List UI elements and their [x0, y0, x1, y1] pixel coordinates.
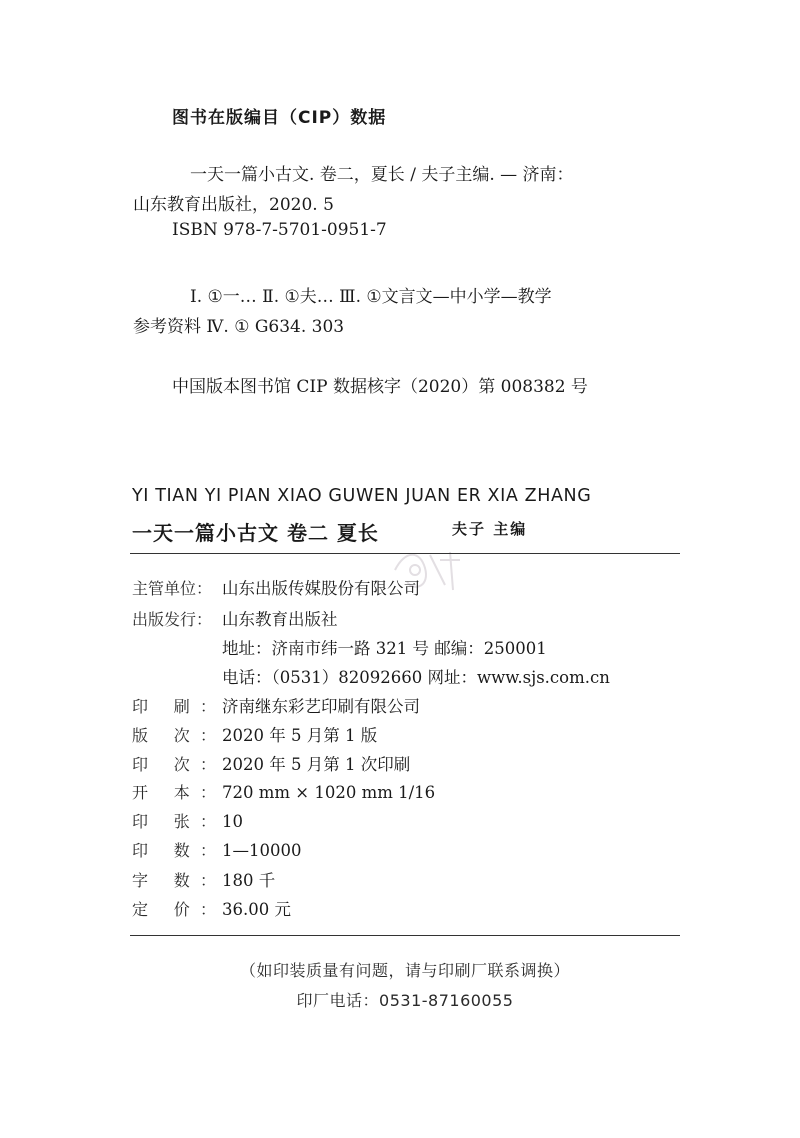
info-row-sheets — [132, 809, 243, 832]
cip-publisher-line: 山东教育出版社，2020. 5 — [133, 195, 334, 215]
cip-number: 中国版本图书馆 CIP 数据核字（2020）第 008382 号 — [172, 377, 588, 397]
book-title: 一天一篇小古文 卷二 夏长 — [132, 521, 379, 545]
info-value: 720 mm × 1020 mm 1/16 — [222, 783, 436, 802]
info-row-format — [132, 780, 435, 803]
cip-classification-1: Ⅰ. ①一… Ⅱ. ①夫… Ⅲ. ①文言文—中小学—教学 — [190, 287, 552, 307]
cip-classification-2: 参考资料 Ⅳ. ① G634. 303 — [133, 317, 345, 337]
info-value: 济南继东彩艺印刷有限公司 — [222, 697, 420, 716]
info-row-printer — [132, 693, 420, 717]
info-row-edition — [132, 722, 377, 746]
book-editor: 夫子 主编 — [452, 520, 528, 538]
info-label: 印 刷： — [132, 697, 216, 716]
info-value: 1—10000 — [222, 841, 302, 860]
info-label: 开 本： — [132, 783, 216, 802]
bottom-divider — [130, 935, 680, 936]
info-label: 主管单位： — [132, 579, 213, 598]
info-value: 2020 年 5 月第 1 版 — [222, 726, 378, 745]
info-label: 印 张： — [132, 812, 216, 831]
cip-isbn: ISBN 978-7-5701-0951-7 — [172, 220, 387, 240]
info-row-price — [132, 896, 291, 920]
info-label: 印 次： — [132, 755, 216, 774]
info-label: 印 数： — [132, 841, 216, 860]
info-address: 地址：济南市纬一路 321 号 邮编：250001 — [222, 639, 547, 658]
book-title-pinyin: YI TIAN YI PIAN XIAO GUWEN JUAN ER XIA ZHANG — [132, 486, 592, 506]
info-row-impression — [132, 751, 410, 775]
info-value: 2020 年 5 月第 1 次印刷 — [222, 755, 411, 774]
info-contact: 电话：（0531）82092660 网址：www.sjs.com.cn — [222, 668, 610, 687]
info-value: 180 千 — [222, 871, 276, 890]
info-value: 山东教育出版社 — [222, 610, 338, 629]
info-value: 10 — [222, 812, 243, 831]
quality-note: （如印装质量有问题，请与印刷厂联系调换） — [239, 961, 570, 980]
printer-phone: 印厂电话：0531-87160055 — [296, 991, 514, 1010]
info-value: 36.00 元 — [222, 900, 291, 919]
cip-heading: 图书在版编目（CIP）数据 — [172, 108, 387, 128]
info-row-supervisor — [132, 575, 420, 599]
info-row-print-run — [132, 838, 302, 861]
info-label: 定 价： — [132, 900, 216, 919]
info-value: 山东出版传媒股份有限公司 — [222, 579, 420, 598]
top-divider — [130, 553, 680, 554]
info-row-publisher — [132, 606, 338, 630]
info-row-word-count — [132, 867, 275, 891]
info-label: 出版发行： — [132, 610, 213, 629]
info-label: 版 次： — [132, 726, 216, 745]
cip-title-line: 一天一篇小古文. 卷二，夏长 / 夫子主编. — 济南： — [190, 165, 574, 185]
info-label: 字 数： — [132, 871, 216, 890]
